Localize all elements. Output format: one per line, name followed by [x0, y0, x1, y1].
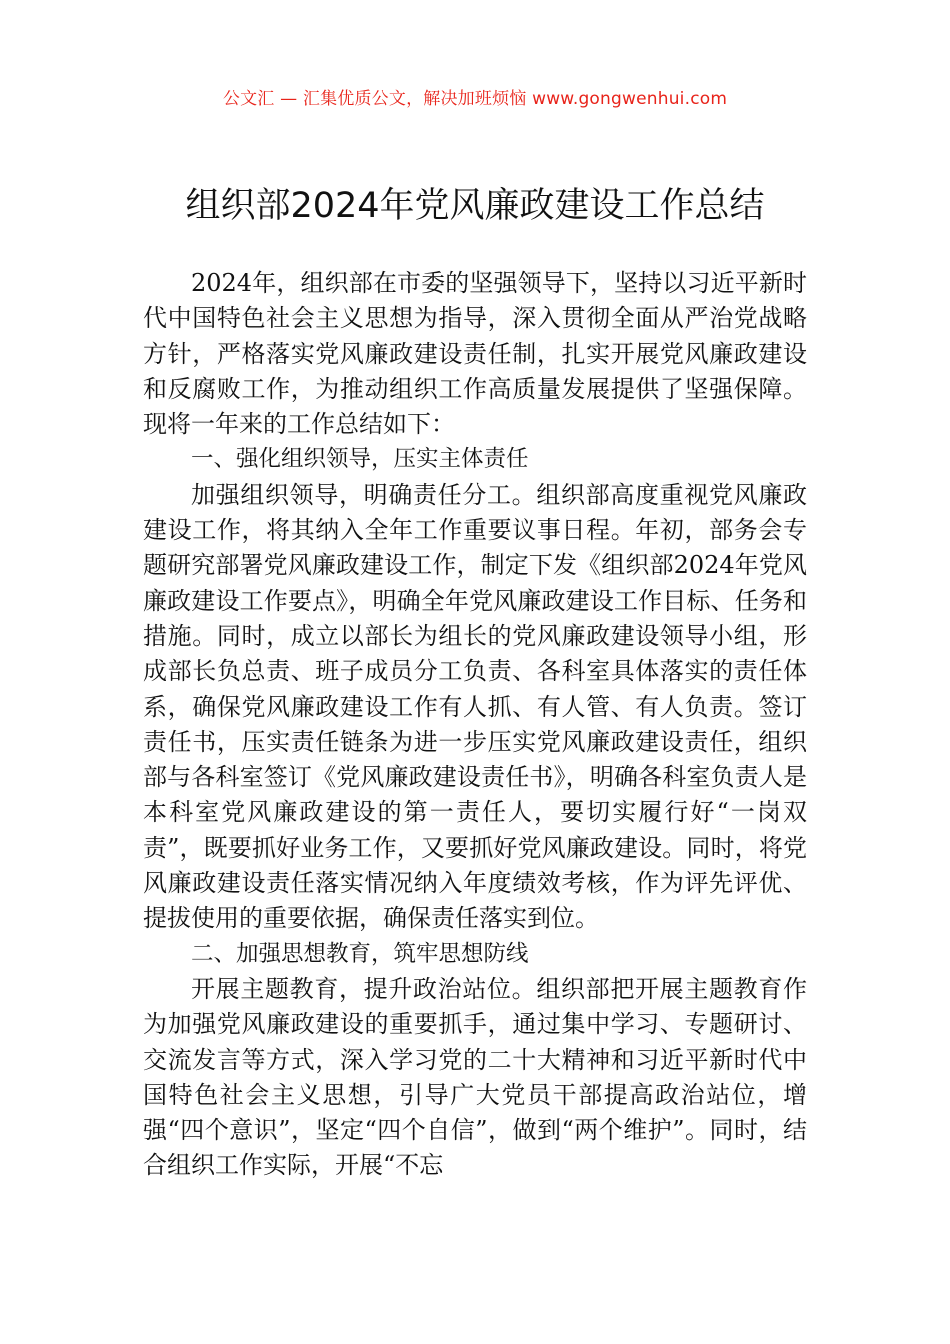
section-heading-1: 一、强化组织领导，压实主体责任 — [191, 446, 529, 473]
body-paragraph: 开展主题教育，提升政治站位。组织部把开展主题教育作为加强党风廉政建设的重要抓手，通过集中学习、专题研讨、交流发言等方式，深入学习党的二十大精神和习近平新时代中国特色社会主义思想，引导广大党员干部提高政治站位，增强“四个意识”，坚定“四个自信”，做到“两个维护”。同时，结合组织工作实际，开展“不忘 — [143, 974, 807, 1180]
document-title: 组织部2024年党风廉政建设工作总结 — [185, 186, 765, 226]
header-banner[interactable]: 公文汇 — 汇集优质公文，解决加班烦恼 www.gongwenhui.com — [222, 89, 728, 109]
body-paragraph: 加强组织领导，明确责任分工。组织部高度重视党风廉政建设工作，将其纳入全年工作重要议事日程。年初，部务会专题研究部署党风廉政建设工作，制定下发《组织部2024年党风廉政建设工作要点》，明确全年党风廉政建设工作目标、任务和措施。同时，成立以部长为组长的党风廉政建设领导小组，形成部长负总责、班子成员分工负责、各科室具体落实的责任体系，确保党风廉政建设工作有人抓、有人管、有人负责。签订责任书，压实责任链条为进一步压实党风廉政建设责任，组织部与各科室签订《党风廉政建设责任书》，明确各科室负责人是本科室党风廉政建设的第一责任人，要切实履行好“一岗双责”，既要抓好业务工作，又要抓好党风廉政建设。同时，将党风廉政建设责任落实情况纳入年度绩效考核，作为评先评优、提拔使用的重要依据，确保责任落实到位。 — [143, 480, 807, 933]
intro-paragraph: 2024年，组织部在市委的坚强领导下，坚持以习近平新时代中国特色社会主义思想为指导，深入贯彻全面从严治党战略方针，严格落实党风廉政建设责任制，扎实开展党风廉政建设和反腐败工作，为推动组织工作高质量发展提供了坚强保障。现将一年来的工作总结如下： — [143, 269, 807, 439]
document-body — [143, 266, 807, 1184]
section-heading-2: 二、加强思想教育，筑牢思想防线 — [191, 940, 529, 967]
